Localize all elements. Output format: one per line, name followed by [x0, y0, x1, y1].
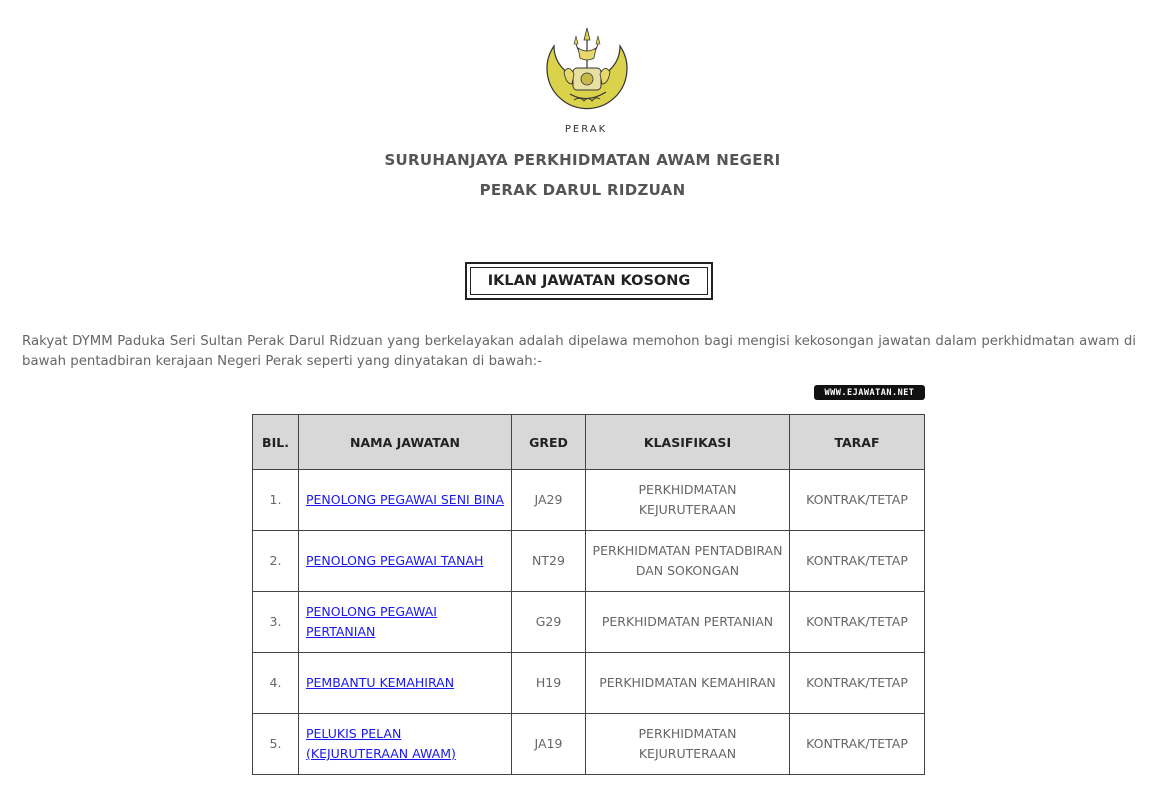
job-link[interactable]: PENOLONG PEGAWAI TANAH	[306, 553, 484, 568]
job-link[interactable]: PENOLONG PEGAWAI PERTANIAN	[306, 604, 437, 639]
table-row	[253, 653, 925, 714]
cell-bil: 2.	[253, 531, 299, 592]
cell-gred: JA19	[512, 714, 586, 775]
cell-taraf: KONTRAK/TETAP	[790, 470, 925, 531]
cell-nama	[299, 592, 512, 653]
cell-gred: H19	[512, 653, 586, 714]
cell-gred: JA29	[512, 470, 586, 531]
header-bil: BIL.	[253, 415, 299, 470]
cell-bil: 5.	[253, 714, 299, 775]
cell-taraf: KONTRAK/TETAP	[790, 592, 925, 653]
cell-klasifikasi: PERKHIDMATAN KEJURUTERAAN	[586, 470, 790, 531]
cell-bil: 4.	[253, 653, 299, 714]
watermark-badge: WWW.EJAWATAN.NET	[814, 385, 925, 400]
table-row	[253, 470, 925, 531]
header-nama-jawatan: NAMA JAWATAN	[299, 415, 512, 470]
cell-klasifikasi: PERKHIDMATAN KEJURUTERAAN	[586, 714, 790, 775]
job-link[interactable]: PELUKIS PELAN (KEJURUTERAAN AWAM)	[306, 726, 456, 761]
cell-gred: G29	[512, 592, 586, 653]
cell-klasifikasi: PERKHIDMATAN KEMAHIRAN	[586, 653, 790, 714]
perak-crest-logo	[528, 22, 644, 138]
cell-bil: 1.	[253, 470, 299, 531]
cell-nama	[299, 531, 512, 592]
table-row	[253, 592, 925, 653]
cell-nama	[299, 653, 512, 714]
cell-nama	[299, 470, 512, 531]
job-link[interactable]: PEMBANTU KEMAHIRAN	[306, 675, 455, 690]
cell-taraf: KONTRAK/TETAP	[790, 531, 925, 592]
job-link[interactable]: PENOLONG PEGAWAI SENI BINA	[306, 492, 504, 507]
ad-title: IKLAN JAWATAN KOSONG	[470, 267, 708, 295]
header-gred: GRED	[512, 415, 586, 470]
table-header-row	[253, 415, 925, 470]
cell-gred: NT29	[512, 531, 586, 592]
cell-bil: 3.	[253, 592, 299, 653]
intro-paragraph: Rakyat DYMM Paduka Seri Sultan Perak Darul Ridzuan yang berkelayakan adalah dipelawa memohon bagi mengisi kekosongan jawatan dalam perkhidmatan awam di bawah pentadbiran kerajaan Negeri Perak seperti yang dinyatakan di bawah:-	[22, 334, 1136, 369]
cell-klasifikasi: PERKHIDMATAN PENTADBIRAN DAN SOKONGAN	[586, 531, 790, 592]
organisation-name: SURUHANJAYA PERKHIDMATAN AWAM NEGERI	[384, 151, 781, 169]
ad-title-box	[465, 262, 713, 300]
cell-taraf: KONTRAK/TETAP	[790, 714, 925, 775]
cell-taraf: KONTRAK/TETAP	[790, 653, 925, 714]
crest-caption: PERAK	[564, 124, 608, 135]
cell-nama	[299, 714, 512, 775]
vacancy-table	[252, 414, 925, 775]
header-taraf: TARAF	[790, 415, 925, 470]
header-klasifikasi: KLASIFIKASI	[586, 415, 790, 470]
cell-klasifikasi: PERKHIDMATAN PERTANIAN	[586, 592, 790, 653]
organisation-state: PERAK DARUL RIDZUAN	[479, 181, 686, 199]
table-row	[253, 714, 925, 775]
table-row	[253, 531, 925, 592]
